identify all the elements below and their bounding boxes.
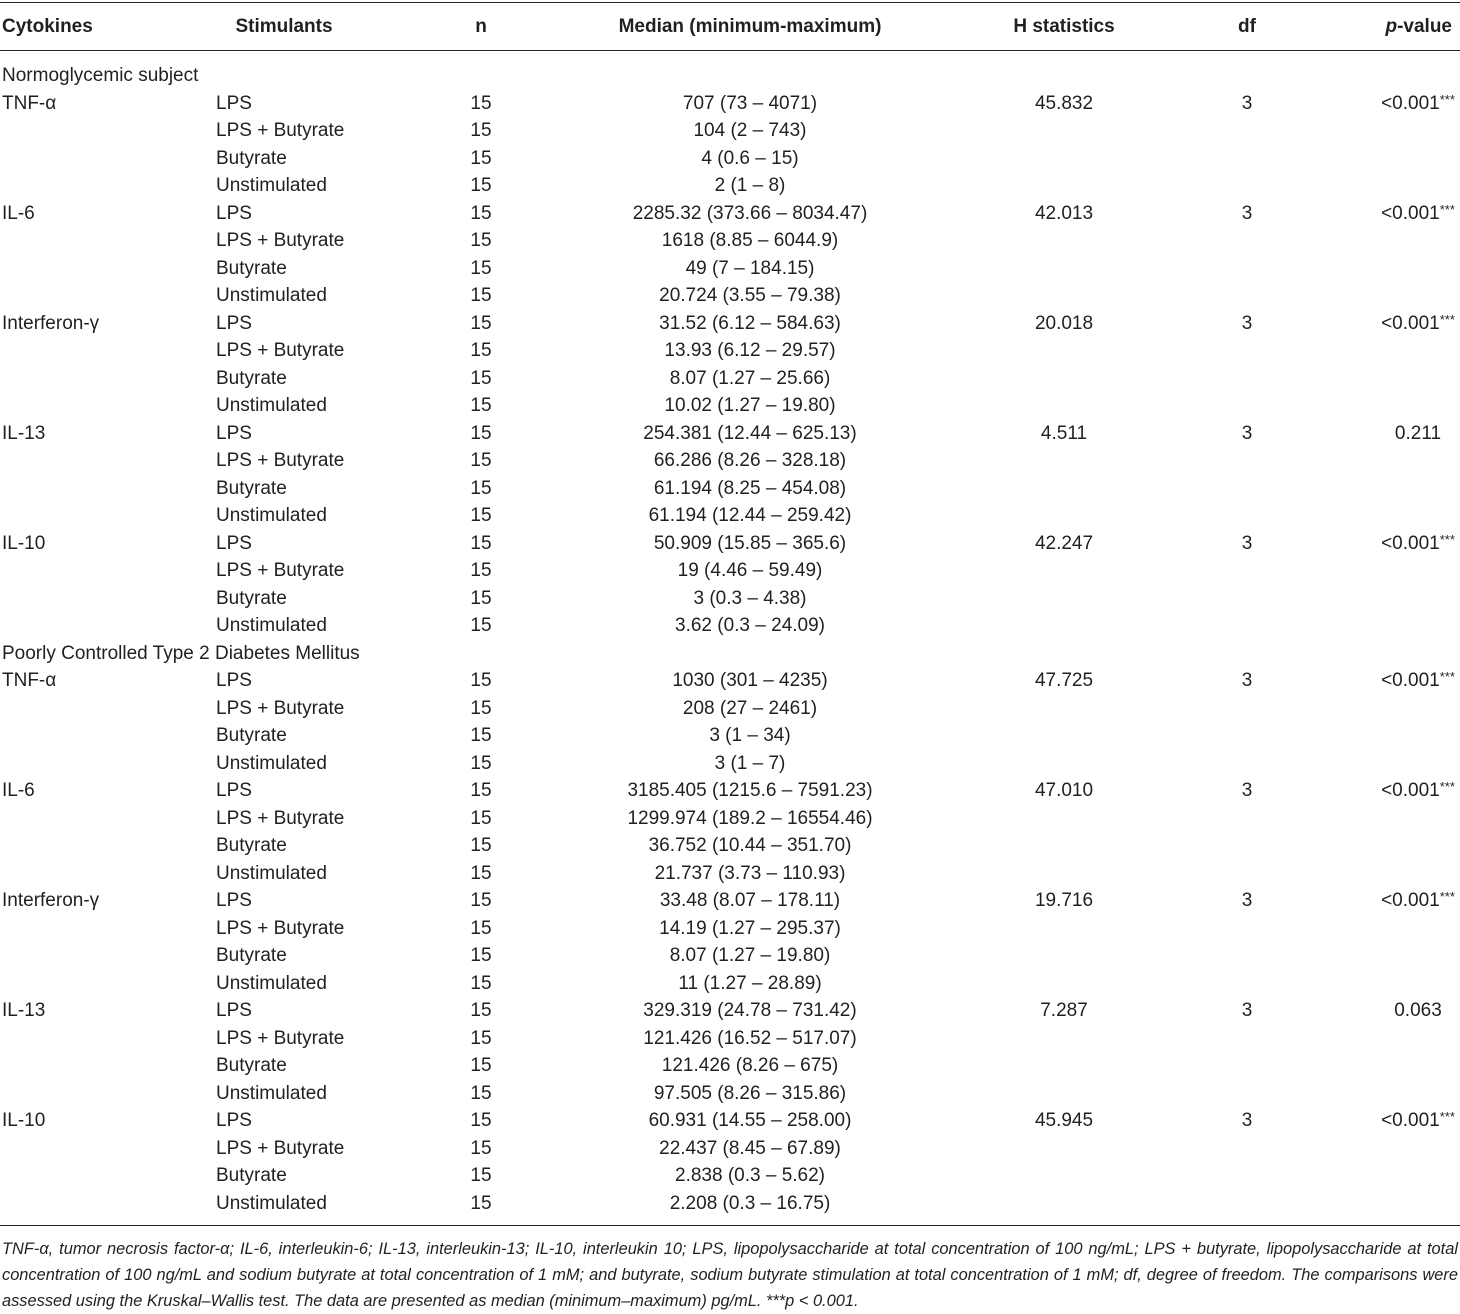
df-cell: 3 bbox=[1241, 312, 1253, 334]
stimulant-cell: LPS bbox=[216, 670, 252, 691]
significance-marker: *** bbox=[1439, 1109, 1455, 1124]
n-cell: 15 bbox=[470, 395, 492, 416]
n-cell: 15 bbox=[470, 560, 492, 581]
median-cell: 3 (1 – 7) bbox=[714, 752, 786, 774]
n-cell: 15 bbox=[470, 1000, 492, 1021]
stimulant-cell: LPS + Butyrate bbox=[216, 450, 345, 471]
stimulant-cell: Unstimulated bbox=[216, 505, 327, 526]
p-value-cell bbox=[1381, 530, 1455, 558]
median-cell: 2285.32 (373.66 – 8034.47) bbox=[632, 202, 868, 224]
n-cell: 15 bbox=[470, 340, 492, 361]
median-cell: 20.724 (3.55 – 79.38) bbox=[659, 285, 841, 306]
table-row bbox=[0, 365, 1460, 393]
stimulant-cell: LPS bbox=[216, 1110, 252, 1131]
table-row bbox=[0, 1135, 1460, 1163]
cytokine-name: IL-13 bbox=[2, 1000, 46, 1021]
median-cell: 50.909 (15.85 – 365.6) bbox=[653, 532, 847, 554]
table-row bbox=[0, 90, 1460, 118]
table-row bbox=[0, 282, 1460, 310]
n-cell: 15 bbox=[470, 1137, 492, 1159]
median-cell: 121.426 (8.26 – 675) bbox=[661, 1055, 839, 1076]
stimulant-cell: LPS bbox=[216, 92, 252, 114]
median-cell: 33.48 (8.07 – 178.11) bbox=[659, 890, 841, 911]
stimulant-cell: LPS + Butyrate bbox=[216, 917, 345, 939]
n-cell: 15 bbox=[470, 697, 492, 719]
table-row bbox=[0, 255, 1460, 283]
stimulant-cell: Unstimulated bbox=[216, 972, 327, 994]
stimulant-cell: LPS + Butyrate bbox=[216, 807, 345, 829]
n-cell: 15 bbox=[470, 505, 492, 526]
h-statistic-cell: 42.013 bbox=[1034, 202, 1094, 224]
stimulant-cell: Unstimulated bbox=[216, 615, 327, 636]
table-row bbox=[0, 227, 1460, 255]
median-cell: 11 (1.27 – 28.89) bbox=[678, 972, 822, 994]
table-row bbox=[0, 475, 1460, 503]
header-n: n bbox=[475, 16, 487, 37]
p-value-cell bbox=[1381, 200, 1455, 228]
table-row bbox=[0, 1025, 1460, 1053]
median-cell: 61.194 (12.44 – 259.42) bbox=[648, 505, 852, 526]
stimulant-cell: Butyrate bbox=[216, 147, 287, 169]
stimulant-cell: LPS + Butyrate bbox=[216, 1137, 345, 1159]
significance-marker: *** bbox=[1439, 779, 1455, 794]
stimulant-cell: LPS + Butyrate bbox=[216, 340, 345, 361]
n-cell: 15 bbox=[470, 1165, 492, 1186]
table-row bbox=[0, 502, 1460, 530]
group-row bbox=[0, 640, 1460, 668]
p-value-text: 0.063 bbox=[1394, 1000, 1442, 1021]
stimulant-cell: Unstimulated bbox=[216, 1082, 327, 1104]
n-cell: 15 bbox=[470, 1082, 492, 1104]
median-cell: 10.02 (1.27 – 19.80) bbox=[664, 395, 836, 416]
h-statistic-cell: 47.010 bbox=[1034, 780, 1094, 801]
stimulant-cell: Butyrate bbox=[216, 835, 287, 856]
table-row bbox=[0, 145, 1460, 173]
table-row bbox=[0, 337, 1460, 365]
table-row bbox=[0, 172, 1460, 200]
stimulant-cell: LPS + Butyrate bbox=[216, 120, 345, 141]
n-cell: 15 bbox=[470, 945, 492, 966]
stimulant-cell: Butyrate bbox=[216, 367, 287, 389]
stimulant-cell: Butyrate bbox=[216, 587, 287, 609]
n-cell: 15 bbox=[470, 422, 492, 444]
median-cell: 3.62 (0.3 – 24.09) bbox=[675, 615, 825, 636]
median-cell: 2.208 (0.3 – 16.75) bbox=[669, 1192, 831, 1214]
group-label: Poorly Controlled Type 2 Diabetes Mellitus bbox=[2, 642, 360, 664]
p-value-text: <0.001 bbox=[1381, 1110, 1440, 1131]
p-value-cell bbox=[1381, 887, 1455, 915]
n-cell: 15 bbox=[470, 862, 492, 884]
median-cell: 104 (2 – 743) bbox=[693, 120, 807, 141]
stimulant-cell: Butyrate bbox=[216, 1055, 287, 1076]
header-stimulants: Stimulants bbox=[235, 16, 333, 37]
cytokine-name: IL-6 bbox=[2, 780, 35, 801]
df-cell: 3 bbox=[1241, 1110, 1253, 1131]
median-cell: 707 (73 – 4071) bbox=[682, 92, 818, 114]
table-footnote: TNF-α, tumor necrosis factor-α; IL-6, interleukin-6; IL-13, interleukin-13; IL-10, interleukin 10; LPS, lipopolysaccharide at total concentration of 100 ng/mL; LPS + butyrate, lipopolysaccharide at total concentration of 100 ng/mL and sodium butyrate at total concentration of 1 mM; and butyrate, sodium butyrate stimulation at total concentration of 1 mM; df, degree of freedom. The comparisons were assessed using the Kruskal–Wallis test. The data are presented as median (minimum–maximum) pg/mL. ***p < 0.001. bbox=[2, 1240, 1458, 1310]
p-value-text: <0.001 bbox=[1381, 92, 1440, 114]
median-cell: 2 (1 – 8) bbox=[714, 175, 786, 196]
df-cell: 3 bbox=[1241, 670, 1253, 691]
header-median: Median (minimum-maximum) bbox=[618, 16, 882, 37]
n-cell: 15 bbox=[470, 1055, 492, 1076]
df-cell: 3 bbox=[1241, 532, 1253, 554]
stimulant-cell: Unstimulated bbox=[216, 752, 327, 774]
median-cell: 254.381 (12.44 – 625.13) bbox=[643, 422, 857, 444]
median-cell: 1618 (8.85 – 6044.9) bbox=[661, 230, 839, 251]
p-value-text: <0.001 bbox=[1381, 532, 1440, 554]
cytokine-name: Interferon-γ bbox=[2, 890, 100, 911]
median-cell: 208 (27 – 2461) bbox=[682, 697, 818, 719]
p-value-text: <0.001 bbox=[1381, 202, 1440, 224]
df-cell: 3 bbox=[1241, 422, 1253, 444]
cytokine-name: IL-10 bbox=[2, 532, 46, 554]
n-cell: 15 bbox=[470, 725, 492, 746]
table-row bbox=[0, 860, 1460, 888]
table-row bbox=[0, 530, 1460, 558]
stimulant-cell: LPS + Butyrate bbox=[216, 697, 345, 719]
n-cell: 15 bbox=[470, 835, 492, 856]
n-cell: 15 bbox=[470, 670, 492, 691]
cytokine-name: TNF-α bbox=[2, 92, 57, 114]
median-cell: 22.437 (8.45 – 67.89) bbox=[659, 1137, 841, 1159]
stimulant-cell: LPS + Butyrate bbox=[216, 230, 345, 251]
table-row bbox=[0, 832, 1460, 860]
median-cell: 19 (4.46 – 59.49) bbox=[677, 560, 823, 581]
p-value-text: <0.001 bbox=[1381, 670, 1440, 691]
median-cell: 13.93 (6.12 – 29.57) bbox=[664, 340, 836, 361]
stimulant-cell: LPS bbox=[216, 422, 252, 444]
header-p-rest: -value bbox=[1397, 16, 1452, 37]
table-row bbox=[0, 915, 1460, 943]
table-row bbox=[0, 1107, 1460, 1135]
table-row bbox=[0, 997, 1460, 1025]
stimulant-cell: LPS + Butyrate bbox=[216, 560, 345, 581]
h-statistic-cell: 45.832 bbox=[1034, 92, 1094, 114]
table-row bbox=[0, 557, 1460, 585]
table-row bbox=[0, 612, 1460, 640]
n-cell: 15 bbox=[470, 312, 492, 334]
table-row bbox=[0, 750, 1460, 778]
n-cell: 15 bbox=[470, 285, 492, 306]
group-row bbox=[0, 62, 1460, 90]
h-statistic-cell: 4.511 bbox=[1040, 422, 1088, 444]
median-cell: 3 (1 – 34) bbox=[709, 725, 791, 746]
header-p-italic: p bbox=[1385, 16, 1398, 37]
h-statistic-cell: 20.018 bbox=[1034, 312, 1094, 334]
cytokine-name: Interferon-γ bbox=[2, 312, 100, 334]
h-statistic-cell: 47.725 bbox=[1034, 670, 1094, 691]
n-cell: 15 bbox=[470, 780, 492, 801]
n-cell: 15 bbox=[470, 1027, 492, 1049]
stimulant-cell: Unstimulated bbox=[216, 285, 327, 306]
table-row bbox=[0, 117, 1460, 145]
table-row bbox=[0, 805, 1460, 833]
df-cell: 3 bbox=[1241, 780, 1253, 801]
significance-marker: *** bbox=[1439, 201, 1455, 217]
table-row bbox=[0, 1190, 1460, 1218]
stimulant-cell: Unstimulated bbox=[216, 1192, 327, 1214]
stimulant-cell: LPS bbox=[216, 1000, 252, 1021]
n-cell: 15 bbox=[470, 120, 492, 141]
stimulant-cell: Butyrate bbox=[216, 945, 287, 966]
median-cell: 21.737 (3.73 – 110.93) bbox=[654, 862, 846, 884]
n-cell: 15 bbox=[470, 615, 492, 636]
h-statistic-cell: 7.287 bbox=[1040, 1000, 1088, 1021]
median-cell: 8.07 (1.27 – 19.80) bbox=[669, 945, 831, 966]
significance-marker: *** bbox=[1439, 669, 1455, 684]
significance-marker: *** bbox=[1439, 91, 1455, 107]
h-statistic-cell: 19.716 bbox=[1034, 890, 1094, 911]
p-value-cell bbox=[1394, 997, 1442, 1025]
n-cell: 15 bbox=[470, 972, 492, 994]
stimulant-cell: LPS + Butyrate bbox=[216, 1027, 345, 1049]
n-cell: 15 bbox=[470, 807, 492, 829]
df-cell: 3 bbox=[1241, 890, 1253, 911]
median-cell: 66.286 (8.26 – 328.18) bbox=[653, 450, 847, 471]
stimulant-cell: LPS bbox=[216, 312, 252, 334]
table-row bbox=[0, 887, 1460, 915]
median-cell: 4 (0.6 – 15) bbox=[701, 147, 799, 169]
n-cell: 15 bbox=[470, 477, 492, 499]
significance-marker: *** bbox=[1439, 311, 1455, 327]
p-value-text: 0.211 bbox=[1394, 422, 1442, 444]
median-cell: 60.931 (14.55 – 258.00) bbox=[648, 1110, 852, 1131]
p-value-cell bbox=[1395, 420, 1441, 448]
table-row bbox=[0, 447, 1460, 475]
median-cell: 1030 (301 – 4235) bbox=[672, 670, 828, 691]
p-value-text: <0.001 bbox=[1381, 890, 1440, 911]
cytokine-name: TNF-α bbox=[2, 670, 57, 691]
p-value-cell bbox=[1381, 310, 1455, 338]
h-statistic-cell: 45.945 bbox=[1034, 1110, 1094, 1131]
n-cell: 15 bbox=[470, 147, 492, 169]
n-cell: 15 bbox=[470, 257, 492, 279]
stimulant-cell: Butyrate bbox=[216, 725, 287, 746]
cytokine-name: IL-10 bbox=[2, 1110, 46, 1131]
stimulant-cell: Unstimulated bbox=[216, 395, 327, 416]
p-value-cell bbox=[1381, 667, 1455, 695]
p-value-text: <0.001 bbox=[1381, 780, 1440, 801]
header-df: df bbox=[1238, 16, 1256, 37]
stimulant-cell: Unstimulated bbox=[216, 862, 327, 884]
header-cytokines: Cytokines bbox=[2, 16, 93, 37]
group-label: Normoglycemic subject bbox=[2, 65, 199, 86]
median-cell: 8.07 (1.27 – 25.66) bbox=[669, 367, 831, 389]
table-row bbox=[0, 942, 1460, 970]
h-statistic-cell: 42.247 bbox=[1034, 532, 1094, 554]
median-cell: 31.52 (6.12 – 584.63) bbox=[659, 312, 841, 334]
df-cell: 3 bbox=[1241, 92, 1253, 114]
p-value-text: <0.001 bbox=[1381, 312, 1440, 334]
median-cell: 61.194 (8.25 – 454.08) bbox=[653, 477, 847, 499]
p-value-cell bbox=[1381, 777, 1455, 805]
p-value-cell bbox=[1381, 1107, 1455, 1135]
n-cell: 15 bbox=[470, 202, 492, 224]
table-row bbox=[0, 667, 1460, 695]
cytokine-name: IL-13 bbox=[2, 422, 46, 444]
median-cell: 1299.974 (189.2 – 16554.46) bbox=[627, 807, 873, 829]
n-cell: 15 bbox=[470, 532, 492, 554]
table-row bbox=[0, 392, 1460, 420]
table-row bbox=[0, 777, 1460, 805]
n-cell: 15 bbox=[470, 230, 492, 251]
stimulant-cell: LPS bbox=[216, 202, 252, 224]
table-row bbox=[0, 585, 1460, 613]
n-cell: 15 bbox=[470, 1192, 492, 1214]
n-cell: 15 bbox=[470, 917, 492, 939]
header-h-statistics: H statistics bbox=[1013, 16, 1115, 37]
stimulant-cell: Butyrate bbox=[216, 257, 287, 279]
df-cell: 3 bbox=[1241, 202, 1253, 224]
median-cell: 49 (7 – 184.15) bbox=[685, 257, 815, 279]
df-cell: 3 bbox=[1241, 1000, 1253, 1021]
p-value-cell bbox=[1381, 90, 1455, 118]
stimulant-cell: Butyrate bbox=[216, 1165, 287, 1186]
table-row bbox=[0, 722, 1460, 750]
n-cell: 15 bbox=[470, 175, 492, 196]
n-cell: 15 bbox=[470, 1110, 492, 1131]
table-row bbox=[0, 200, 1460, 228]
median-cell: 3 (0.3 – 4.38) bbox=[693, 587, 807, 609]
stimulant-cell: Unstimulated bbox=[216, 175, 327, 196]
table-bottom-rule bbox=[0, 1225, 1460, 1226]
table-row bbox=[0, 310, 1460, 338]
median-cell: 3185.405 (1215.6 – 7591.23) bbox=[627, 780, 873, 801]
significance-marker: *** bbox=[1439, 889, 1455, 904]
median-cell: 2.838 (0.3 – 5.62) bbox=[675, 1165, 825, 1186]
n-cell: 15 bbox=[470, 890, 492, 911]
median-cell: 36.752 (10.44 – 351.70) bbox=[648, 835, 852, 856]
table-row bbox=[0, 1052, 1460, 1080]
table-row bbox=[0, 695, 1460, 723]
table-row bbox=[0, 1162, 1460, 1190]
table-row bbox=[0, 420, 1460, 448]
n-cell: 15 bbox=[470, 450, 492, 471]
stimulant-cell: Butyrate bbox=[216, 477, 287, 499]
median-cell: 14.19 (1.27 – 295.37) bbox=[659, 917, 841, 939]
n-cell: 15 bbox=[470, 587, 492, 609]
median-cell: 121.426 (16.52 – 517.07) bbox=[643, 1027, 857, 1049]
stimulant-cell: LPS bbox=[216, 890, 252, 911]
median-cell: 97.505 (8.26 – 315.86) bbox=[653, 1082, 847, 1104]
significance-marker: *** bbox=[1439, 531, 1455, 547]
table-row bbox=[0, 1080, 1460, 1108]
median-cell: 329.319 (24.78 – 731.42) bbox=[643, 1000, 857, 1021]
table-row bbox=[0, 970, 1460, 998]
stimulant-cell: LPS bbox=[216, 532, 252, 554]
n-cell: 15 bbox=[470, 752, 492, 774]
cytokine-name: IL-6 bbox=[2, 202, 35, 224]
n-cell: 15 bbox=[470, 367, 492, 389]
n-cell: 15 bbox=[470, 92, 492, 114]
stimulant-cell: LPS bbox=[216, 780, 252, 801]
